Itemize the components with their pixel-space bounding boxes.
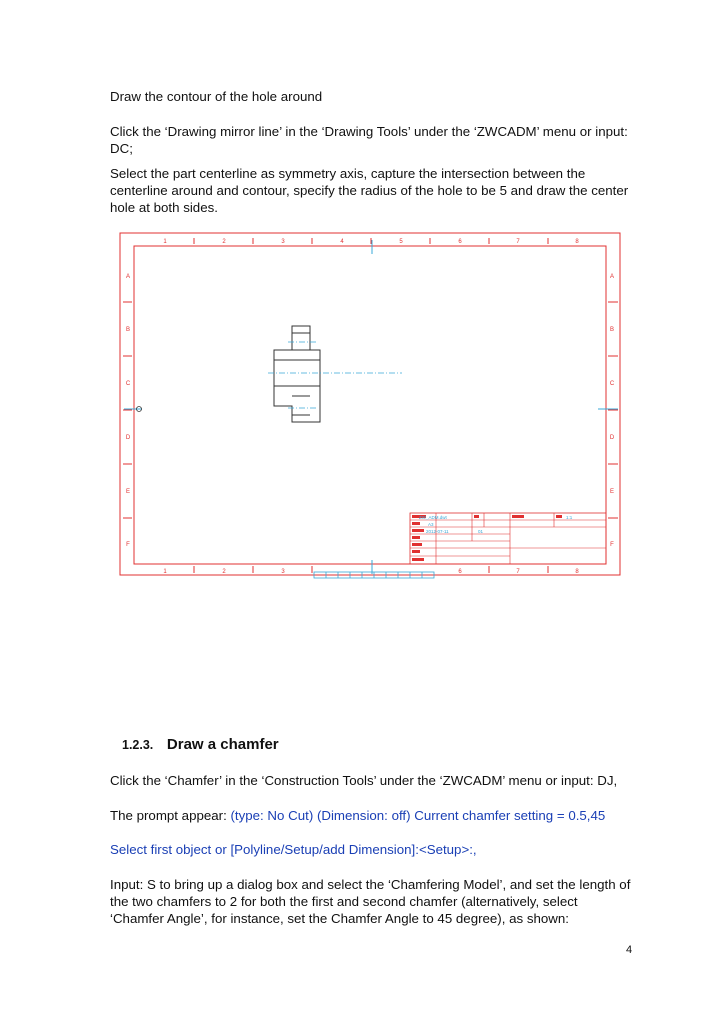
row-label-left: C — [125, 381, 131, 387]
page-number: 4 — [626, 944, 633, 956]
prompt-prefix: The prompt appear: — [110, 808, 231, 823]
drawing-canvas — [118, 230, 626, 586]
col-label-top: 2 — [222, 239, 226, 245]
col-label-bottom: 1 — [163, 569, 167, 575]
paragraph-chamfer-setup: Input: S to bring up a dialog box and select the ‘Chamfering Model’, and set the length of the two chamfers to 2 for both the first and second chamfer (alternatively, select ‘Chamfer Angle’, for instance, set the Chamfer Angle to 45 degree), as shown: — [110, 877, 631, 926]
section-heading — [122, 736, 279, 753]
prompt-settings: (type: No Cut) (Dimension: off) Current chamfer setting = 0.5,45 — [230, 808, 606, 823]
title-block-sheet: 01 — [478, 529, 484, 534]
col-label-top: 6 — [458, 239, 462, 245]
title-block-size: A3 — [428, 522, 434, 527]
paragraph-chamfer-command: Click the ‘Chamfer’ in the ‘Construction Tools’ under the ‘ZWCADM’ menu or input: DJ, — [110, 773, 618, 788]
col-label-bottom: 8 — [575, 569, 579, 575]
col-label-top: 5 — [399, 239, 403, 245]
section-title: Draw a chamfer — [166, 736, 279, 753]
row-label-right: C — [609, 381, 615, 387]
col-label-top: 3 — [281, 239, 285, 245]
row-label-right: D — [609, 435, 615, 441]
col-label-top: 1 — [163, 239, 167, 245]
col-label-top: 8 — [575, 239, 579, 245]
row-label-left: A — [125, 274, 131, 280]
paragraph-prompt — [110, 807, 635, 824]
outer-frame — [120, 233, 620, 575]
row-label-left: E — [125, 489, 131, 495]
row-label-right: A — [609, 274, 615, 280]
row-label-right: F — [610, 542, 614, 548]
col-label-top: 7 — [516, 239, 520, 245]
section-number: 1.2.3. — [122, 738, 154, 752]
col-label-bottom: 6 — [458, 569, 462, 575]
title-block-file: ZW_ADM.dwt — [419, 515, 447, 520]
title-block-date: 2012-07-11 — [426, 529, 449, 534]
paragraph-mirror-line: Click the ‘Drawing mirror line’ in the ‘Drawing Tools’ under the ‘ZWCADM’ menu or input: DC; — [110, 124, 628, 156]
row-label-left: B — [125, 327, 131, 333]
paragraph-select-object: Select first object or [Polyline/Setup/add Dimension]:<Setup>:, — [110, 842, 477, 857]
paragraph-contour: Draw the contour of the hole around — [110, 89, 323, 104]
row-label-right: B — [609, 327, 615, 333]
cad-drawing-sheet — [118, 230, 626, 586]
row-label-left: F — [126, 542, 130, 548]
col-label-bottom: 7 — [516, 569, 520, 575]
paragraph-symmetry-axis: Select the part centerline as symmetry axis, capture the intersection between the centerline around and contour, specify the radius of the hole to be 5 and draw the center hole at both sides. — [110, 166, 629, 215]
col-label-top: 4 — [340, 239, 344, 245]
row-label-right: E — [609, 489, 615, 495]
title-block-scale: 1:1 — [566, 515, 573, 520]
col-label-bottom: 2 — [222, 569, 226, 575]
col-label-bottom: 3 — [281, 569, 285, 575]
row-label-left: D — [125, 435, 131, 441]
